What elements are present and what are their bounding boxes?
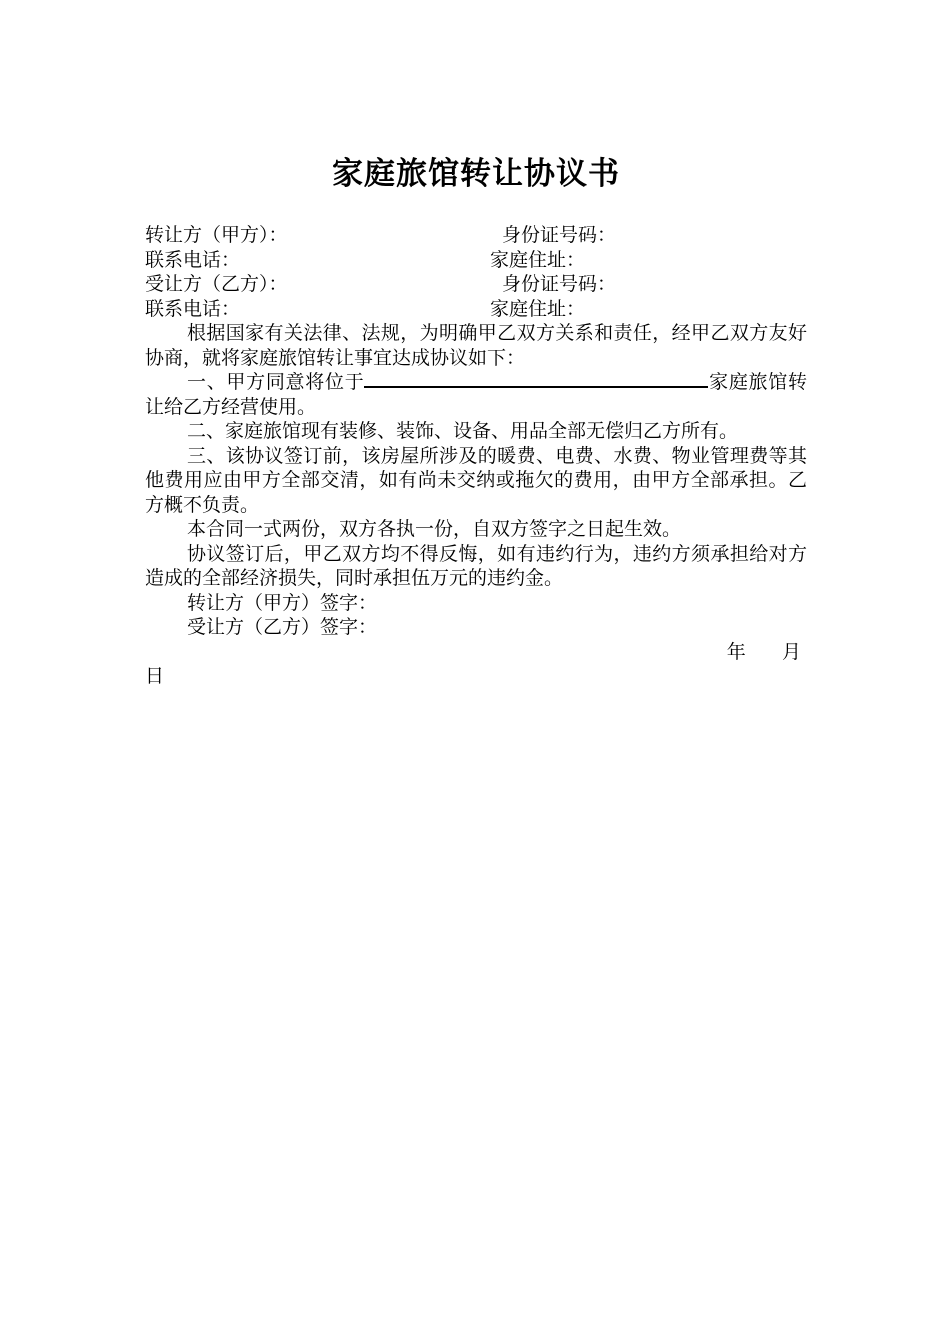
- party-a-signature-line: 转让方（甲方）签字：: [187, 591, 378, 614]
- transferee-phone-label: 联系电话：: [145, 297, 241, 320]
- document-page: [145, 0, 807, 1344]
- transferee-label: 受让方（乙方）：: [145, 273, 288, 295]
- document-title: 家庭旅馆转让协议书: [332, 156, 620, 192]
- document-body: [145, 223, 807, 689]
- date-line: [145, 640, 807, 665]
- clause-1-before: 一、甲方同意将位于: [187, 371, 365, 393]
- transferor-label: 转让方（甲方）：: [145, 224, 288, 246]
- clause-1: [145, 370, 807, 419]
- party-b-info-row: [145, 272, 807, 297]
- transferor-phone-label: 联系电话：: [145, 248, 241, 271]
- transferor-address-label: 家庭住址：: [490, 248, 586, 271]
- clause-5: 协议签订后，甲乙双方均不得反悔，如有违约行为，违约方须承担给对方造成的全部经济损失，同时承担伍万元的违约金。: [145, 542, 807, 589]
- date-year: 年: [726, 640, 746, 663]
- transferor-id-label: 身份证号码：: [502, 224, 617, 246]
- location-blank-line: [364, 370, 708, 388]
- party-b-contact-row: [145, 297, 807, 322]
- transferee-id-label: 身份证号码：: [502, 273, 617, 295]
- intro-paragraph: 根据国家有关法律、法规，为明确甲乙双方关系和责任，经甲乙双方友好协商，就将家庭旅馆转让事宜达成协议如下：: [145, 322, 807, 369]
- party-a-contact-row: [145, 248, 807, 273]
- clause-2: 二、家庭旅馆现有装修、装饰、设备、用品全部无偿归乙方所有。: [187, 420, 739, 442]
- clause-3: 三、该协议签订前，该房屋所涉及的暖费、电费、水费、物业管理费等其他费用应由甲方全部交清，如有尚未交纳或拖欠的费用，由甲方全部承担。乙方概不负责。: [145, 444, 807, 516]
- party-a-info-row: [145, 223, 807, 248]
- clause-1-after: 家庭旅馆转让给乙方经营使用。: [145, 371, 807, 418]
- party-b-signature-line: 受让方（乙方）签字：: [187, 616, 378, 638]
- clause-4: 本合同一式两份，双方各执一份，自双方签字之日起生效。: [187, 518, 682, 540]
- transferee-address-label: 家庭住址：: [490, 297, 586, 320]
- date-month: 月: [781, 640, 801, 663]
- date-day: 日: [145, 665, 165, 687]
